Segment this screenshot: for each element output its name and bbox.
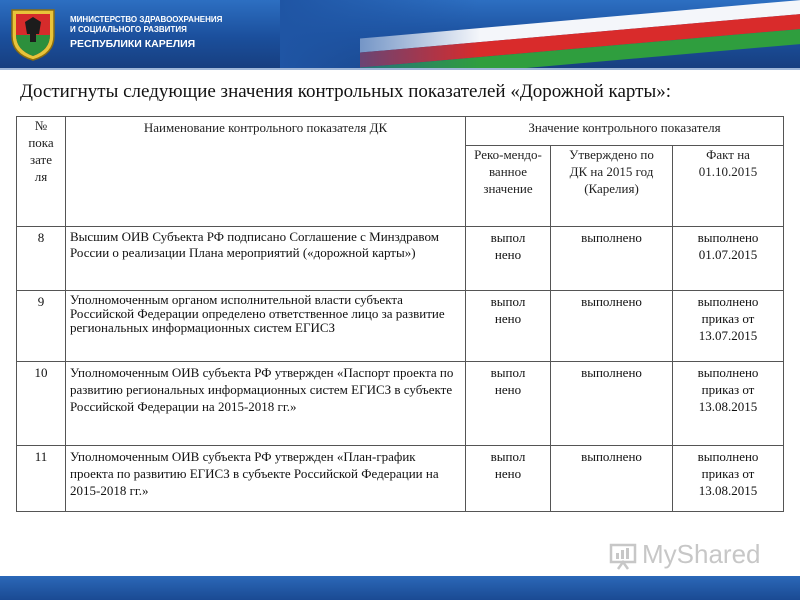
indicators-table — [16, 116, 784, 512]
table-row — [17, 446, 784, 512]
watermark — [608, 538, 761, 570]
ministry-name — [70, 15, 222, 49]
table-row — [17, 291, 784, 362]
row-fact: выполнено приказ от 13.08.2015 — [673, 446, 784, 512]
header-value-group: Значение контрольного показателя — [466, 117, 784, 146]
karelia-coat-of-arms-icon — [8, 6, 58, 62]
row-approved: выполнено — [551, 291, 673, 362]
row-name: Уполномоченным ОИВ субъекта РФ утвержден «Паспорт проекта по развитию региональных информационных систем ЕГИСЗ в субъекте Российской Федерации на 2015-2018 гг.» — [66, 362, 466, 446]
header-recommended: Реко-мендо-ванное значение — [466, 146, 551, 227]
table-row — [17, 362, 784, 446]
header-name: Наименование контрольного показателя ДК — [66, 117, 466, 227]
table-row — [17, 227, 784, 291]
header-approved: Утверждено по ДК на 2015 год (Карелия) — [551, 146, 673, 227]
row-name: Уполномоченным ОИВ субъекта РФ утвержден «План-график проекта по развитию ЕГИСЗ в субъекте Российской Федерации на 2015-2018 гг.» — [66, 446, 466, 512]
ministry-line-1: МИНИСТЕРСТВО ЗДРАВООХРАНЕНИЯ — [70, 15, 223, 24]
row-fact: выполнено приказ от 13.07.2015 — [673, 291, 784, 362]
row-name: Уполномоченным органом исполнительной власти субъекта Российской Федерации определено ответственное лицо за развитие региональных информационных систем ЕГИСЗ — [66, 291, 466, 362]
row-num: 8 — [17, 227, 66, 291]
footer-bar — [0, 576, 800, 600]
page-title: Достигнуты следующие значения контрольных показателей «Дорожной карты»: — [20, 81, 672, 102]
row-name: Высшим ОИВ Субъекта РФ подписано Соглашение с Минздравом России о реализации Плана мероприятий («дорожной карты») — [66, 227, 466, 291]
header-fact: Факт на 01.10.2015 — [673, 146, 784, 227]
row-num: 10 — [17, 362, 66, 446]
row-num: 9 — [17, 291, 66, 362]
row-recommended: выпол нено — [466, 446, 551, 512]
row-recommended: выпол нено — [466, 362, 551, 446]
row-approved: выполнено — [551, 362, 673, 446]
header-banner — [0, 0, 800, 68]
myshared-logo-icon — [608, 542, 638, 570]
header-divider — [0, 68, 800, 70]
row-fact: выполнено 01.07.2015 — [673, 227, 784, 291]
row-fact: выполнено приказ от 13.08.2015 — [673, 362, 784, 446]
header-num: № пока зате ля — [17, 117, 66, 227]
ministry-line-3: РЕСПУБЛИКИ КАРЕЛИЯ — [70, 38, 196, 50]
row-approved: выполнено — [551, 227, 673, 291]
row-approved: выполнено — [551, 446, 673, 512]
row-recommended: выпол нено — [466, 291, 551, 362]
ministry-line-2: И СОЦИАЛЬНОГО РАЗВИТИЯ — [70, 25, 187, 34]
row-num: 11 — [17, 446, 66, 512]
watermark-text: MyShared — [642, 539, 761, 569]
row-recommended: выпол нено — [466, 227, 551, 291]
